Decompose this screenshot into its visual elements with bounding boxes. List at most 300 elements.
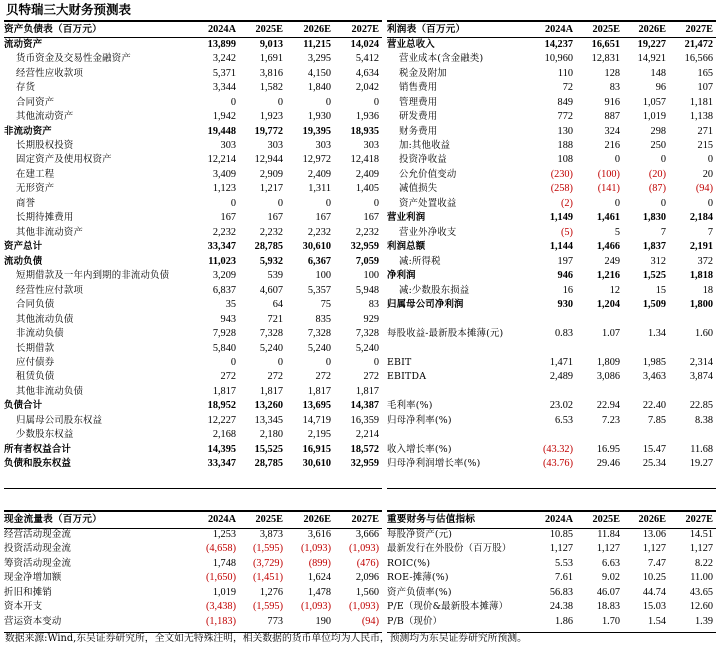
cashflow-row-value: (1,595) — [252, 601, 283, 613]
balance-row-value: 32,959 — [350, 241, 379, 253]
cashflow-header: 现金流量表（百万元） — [4, 514, 102, 526]
cashflow-row-value: (3,438) — [205, 601, 236, 613]
balance-row-value: 272 — [220, 371, 236, 383]
balance-row-value: 303 — [363, 139, 379, 151]
income-row-value: 1.34 — [647, 328, 666, 340]
cashflow-row — [4, 571, 382, 585]
income-row-value — [669, 312, 716, 326]
balance-row-value: 16,359 — [350, 414, 379, 426]
year-header: 2024A — [207, 514, 236, 526]
balance-row-value: 2,409 — [307, 168, 331, 180]
income-row-value: 1.60 — [694, 328, 713, 340]
balance-row-value: 167 — [315, 212, 331, 224]
income-row — [387, 255, 716, 269]
income-row-label: 营业总收入 — [387, 38, 435, 50]
balance-row-label: 短期借款及一年内到期的非流动负债 — [16, 270, 170, 282]
cashflow-row-value: (899) — [308, 557, 331, 569]
income-row-value — [623, 428, 669, 442]
valuation-row-value: 14.51 — [689, 528, 713, 540]
income-row-label — [387, 341, 530, 355]
valuation-row-value: 9.02 — [601, 572, 620, 584]
valuation-row-value: 24.38 — [549, 601, 573, 613]
income-row-value: 19.27 — [689, 458, 713, 470]
balance-row — [4, 240, 382, 254]
balance-row-value: 2,409 — [355, 168, 379, 180]
income-row-value: 1,471 — [549, 357, 573, 369]
balance-row-value: 3,209 — [212, 270, 236, 282]
cashflow-row-value: (94) — [361, 615, 379, 627]
income-row-value — [623, 385, 669, 399]
balance-row-value: 2,232 — [259, 226, 283, 238]
income-row-value: (20) — [648, 168, 666, 180]
income-row-value: 21,472 — [684, 38, 713, 50]
balance-row-value: 5,240 — [307, 342, 331, 354]
balance-row-label: 其他非流动资产 — [16, 226, 84, 238]
income-row-value: (5) — [560, 226, 573, 238]
income-row-value: 1,509 — [642, 299, 666, 311]
cashflow-row-value: (1,183) — [205, 615, 236, 627]
balance-row-value: 0 — [325, 197, 331, 209]
balance-row — [4, 95, 382, 109]
income-row-label: 营业外净收支 — [399, 226, 457, 238]
income-row-value: 6.53 — [554, 414, 573, 426]
income-row-value: 312 — [650, 255, 666, 267]
cashflow-row-label: 折旧和摊销 — [4, 586, 52, 598]
cashflow-row-value: (3,729) — [252, 557, 283, 569]
income-row-label: 减:所得税 — [399, 255, 441, 267]
balance-row-value: 30,610 — [302, 458, 331, 470]
income-row — [387, 414, 716, 428]
valuation-row-value: 18.83 — [596, 601, 620, 613]
balance-row-value: 2,214 — [355, 429, 379, 441]
balance-row-value: 2,042 — [355, 82, 379, 94]
balance-row-label: 商誉 — [16, 197, 36, 209]
income-row-label: 净利润 — [387, 270, 416, 282]
income-row-value: 25.34 — [642, 458, 666, 470]
income-row-value: 1.07 — [601, 328, 620, 340]
income-row — [387, 81, 716, 95]
balance-row-label: 其他流动负债 — [16, 313, 74, 325]
income-row-label: 归母净利率(%) — [387, 414, 452, 426]
income-row-value: 72 — [562, 82, 573, 94]
valuation-row — [387, 556, 716, 570]
income-row-value — [623, 312, 669, 326]
income-row-label — [387, 428, 530, 442]
balance-row-value: 0 — [277, 197, 283, 209]
income-row-label — [387, 385, 530, 399]
balance-row-label: 租赁负债 — [16, 371, 55, 383]
valuation-row-value: 7.47 — [647, 557, 666, 569]
balance-row-value: 18,952 — [207, 400, 236, 412]
balance-row-label: 负债和股东权益 — [4, 458, 72, 470]
balance-row — [4, 139, 382, 153]
income-row-value: 29.46 — [596, 458, 620, 470]
income-row-value: 0 — [660, 154, 666, 166]
income-row-value: 772 — [557, 111, 573, 123]
valuation-row-value: 11.84 — [597, 528, 620, 540]
income-row-value: 5 — [614, 226, 620, 238]
income-row-value: (230) — [550, 168, 573, 180]
valuation-row — [387, 542, 716, 556]
income-row-value: 165 — [697, 67, 713, 79]
income-row — [387, 356, 716, 370]
income-row-value: 1,057 — [642, 96, 666, 108]
income-row-value: 8.38 — [694, 414, 713, 426]
balance-row — [4, 443, 382, 457]
income-row-value: 7 — [707, 226, 713, 238]
income-row-value: 7.85 — [647, 414, 666, 426]
income-row-label: EBITDA — [387, 371, 427, 383]
cashflow-row-value: (1,595) — [252, 543, 283, 555]
balance-row-label: 长期待摊费用 — [16, 212, 74, 224]
year-header: 2024A — [544, 514, 573, 526]
cashflow-row — [4, 600, 382, 614]
balance-row-value: 33,347 — [207, 458, 236, 470]
income-row — [387, 443, 716, 457]
balance-row — [4, 327, 382, 341]
income-row-value: 1,800 — [689, 299, 713, 311]
balance-row-value: 14,387 — [350, 400, 379, 412]
balance-row-value: 7,328 — [259, 328, 283, 340]
valuation-row-value: 43.65 — [689, 586, 713, 598]
balance-row-label: 其他流动资产 — [16, 111, 74, 123]
income-row-value: 1,809 — [596, 357, 620, 369]
income-row — [387, 139, 716, 153]
balance-row — [4, 269, 382, 283]
income-row-value: 10,960 — [544, 53, 573, 65]
balance-row-value: 2,232 — [307, 226, 331, 238]
balance-row — [4, 110, 382, 124]
income-row — [387, 182, 716, 196]
year-header: 2024A — [207, 24, 236, 36]
valuation-row-label: ROE-摊薄(%) — [387, 572, 449, 584]
balance-row-value: 19,448 — [207, 125, 236, 137]
balance-row-value: 272 — [267, 371, 283, 383]
valuation-row-value: 1,127 — [596, 543, 620, 555]
balance-row-value: 539 — [267, 270, 283, 282]
cashflow-row — [4, 542, 382, 556]
balance-row-label: 长期股权投资 — [16, 139, 74, 151]
valuation-row-value: 1.39 — [694, 615, 713, 627]
balance-row-label: 无形资产 — [16, 183, 55, 195]
balance-row-value: 75 — [320, 299, 331, 311]
cashflow-row-label: 营运资本变动 — [4, 615, 62, 627]
income-row-value: 128 — [604, 67, 620, 79]
balance-row-value: 15,525 — [254, 443, 283, 455]
balance-row-value: 5,412 — [355, 53, 379, 65]
cashflow-row-value: (1,451) — [252, 572, 283, 584]
income-row-value: 1,144 — [549, 241, 573, 253]
cashflow-row-value: (1,093) — [300, 601, 331, 613]
balance-row — [4, 414, 382, 428]
income-row — [387, 37, 716, 51]
income-row-value: 1,138 — [689, 111, 713, 123]
balance-row-value: 1,923 — [259, 111, 283, 123]
income-row-value: 916 — [604, 96, 620, 108]
balance-row-label: 非流动负债 — [16, 328, 64, 340]
source-footnote: 数据来源:Wind,东吴证券研究所，全文如无特殊注明，相关数据的货币单位均为人民币，预测均为东吴证券研究所预测。 — [5, 633, 527, 644]
income-row-value: 372 — [697, 255, 713, 267]
year-header: 2025E — [592, 514, 620, 526]
balance-row-value: 3,816 — [259, 67, 283, 79]
balance-row — [4, 168, 382, 182]
income-row-value: 22.94 — [596, 400, 620, 412]
income-row-value — [669, 428, 716, 442]
income-row — [387, 66, 716, 80]
balance-row-value: 3,295 — [307, 53, 331, 65]
income-row-value: 930 — [557, 299, 573, 311]
income-row-label: 毛利率(%) — [387, 400, 433, 412]
section-rule-right — [387, 488, 716, 489]
cashflow-row — [4, 585, 382, 599]
year-header: 2026E — [303, 24, 331, 36]
income-row-value — [623, 341, 669, 355]
valuation-row-label: 资产负债率(%) — [387, 586, 452, 598]
income-row-value: (2) — [560, 197, 573, 209]
income-row-value: 188 — [557, 139, 573, 151]
cashflow-row-value: 1,253 — [212, 528, 236, 540]
income-row-value: 14,921 — [637, 53, 666, 65]
income-row-value: 1,818 — [689, 270, 713, 282]
balance-row-value: 5,932 — [259, 255, 283, 267]
balance-row-value: 1,942 — [212, 111, 236, 123]
balance-sheet-table — [4, 23, 382, 472]
balance-row — [4, 211, 382, 225]
valuation-row-value: 5.53 — [554, 557, 573, 569]
income-row-label: 销售费用 — [399, 82, 438, 94]
cashflow-row-label: 经营活动现金流 — [4, 528, 72, 540]
cashflow-row-label: 现金净增加额 — [4, 572, 62, 584]
income-row-value: 18 — [702, 284, 713, 296]
cashflow-row-value: 3,616 — [307, 528, 331, 540]
income-row-label: 管理费用 — [399, 96, 438, 108]
cashflow-row-value: 1,748 — [212, 557, 236, 569]
income-row-value: 107 — [697, 82, 713, 94]
balance-row-label: 少数股东权益 — [16, 429, 74, 441]
balance-row — [4, 385, 382, 399]
balance-row-value: 28,785 — [254, 458, 283, 470]
balance-row-value: 2,180 — [259, 429, 283, 441]
income-row-value: 11.68 — [690, 443, 713, 455]
balance-row-value: 7,328 — [355, 328, 379, 340]
income-row-label: 投资净收益 — [399, 154, 447, 166]
valuation-row-value: 1,127 — [689, 543, 713, 555]
balance-row-value: 28,785 — [254, 241, 283, 253]
income-row-label: 减值损失 — [399, 183, 438, 195]
balance-row-value: 929 — [363, 313, 379, 325]
balance-row-value: 3,409 — [212, 168, 236, 180]
balance-row-value: 19,395 — [302, 125, 331, 137]
balance-row-label: 合同负债 — [16, 299, 55, 311]
income-row-value — [576, 312, 623, 326]
balance-row-value: 0 — [230, 197, 236, 209]
balance-row — [4, 298, 382, 312]
income-row-value: 16,651 — [591, 38, 620, 50]
cashflow-table — [4, 513, 382, 629]
cashflow-row-value: 1,560 — [355, 586, 379, 598]
income-row — [387, 226, 716, 240]
balance-row-value: 167 — [267, 212, 283, 224]
balance-row-value: 0 — [373, 197, 379, 209]
year-header: 2025E — [255, 24, 283, 36]
year-header: 2027E — [685, 24, 713, 36]
income-row-value: (43.32) — [542, 443, 573, 455]
balance-row-value: 0 — [230, 357, 236, 369]
balance-row-value: 1,123 — [212, 183, 236, 195]
balance-row-value: 9,013 — [259, 38, 283, 50]
valuation-row-value: 1,127 — [549, 543, 573, 555]
year-header: 2026E — [638, 24, 666, 36]
valuation-row-value: 7.61 — [554, 572, 573, 584]
balance-row-value: 18,572 — [350, 443, 379, 455]
balance-row-value: 0 — [325, 357, 331, 369]
valuation-row-value: 11.00 — [690, 572, 713, 584]
income-row-value: 849 — [557, 96, 573, 108]
income-row-label: 营业利润 — [387, 212, 426, 224]
balance-row-value: 18,935 — [350, 125, 379, 137]
cashflow-row-value: 2,096 — [355, 572, 379, 584]
income-row-label: 加:其他收益 — [399, 139, 451, 151]
cashflow-row-value: 3,666 — [355, 528, 379, 540]
balance-row-value: 835 — [315, 313, 331, 325]
cashflow-row-label: 投资活动现金流 — [4, 543, 72, 555]
balance-row-value: 32,959 — [350, 458, 379, 470]
income-row — [387, 269, 716, 283]
year-header: 2025E — [255, 514, 283, 526]
income-row-value: 0 — [707, 197, 713, 209]
valuation-row — [387, 527, 716, 541]
valuation-table — [387, 513, 716, 629]
balance-row-value: 5,948 — [355, 284, 379, 296]
balance-row-value: 13,899 — [207, 38, 236, 50]
income-row-value — [576, 428, 623, 442]
balance-row-value: 2,168 — [212, 429, 236, 441]
income-row-value — [530, 312, 576, 326]
income-row-value: 16,566 — [684, 53, 713, 65]
income-row-label: 收入增长率(%) — [387, 443, 452, 455]
balance-row-label: 在建工程 — [16, 168, 55, 180]
income-row-value: 1,149 — [549, 212, 573, 224]
balance-row-value: 12,944 — [254, 154, 283, 166]
valuation-row-value: 46.07 — [596, 586, 620, 598]
income-row-value: 1,181 — [689, 96, 713, 108]
income-row-value: 1,830 — [642, 212, 666, 224]
balance-row — [4, 370, 382, 384]
balance-row-label: 存货 — [16, 82, 36, 94]
balance-row-value: 1,936 — [355, 111, 379, 123]
cashflow-row-value: 190 — [315, 615, 331, 627]
balance-row-value: 1,311 — [308, 183, 331, 195]
income-row-value: 250 — [650, 139, 666, 151]
income-row-value: 216 — [604, 139, 620, 151]
top-rule-right — [387, 20, 716, 22]
cashflow-row-value: (1,093) — [348, 601, 379, 613]
valuation-row-label: P/B（现价） — [387, 615, 443, 627]
income-row-label — [387, 312, 530, 326]
valuation-row-value: 6.63 — [601, 557, 620, 569]
balance-row-label: 流动负债 — [4, 255, 43, 267]
balance-row-value: 1,405 — [355, 183, 379, 195]
valuation-row-value: 15.03 — [642, 601, 666, 613]
balance-row-value: 30,610 — [302, 241, 331, 253]
valuation-row-label: 每股净资产(元) — [387, 528, 453, 540]
cashflow-row-label: 资本开支 — [4, 601, 43, 613]
income-row-value: 0 — [614, 197, 620, 209]
balance-row — [4, 124, 382, 138]
balance-row-label: 经营性应付款项 — [16, 284, 84, 296]
income-row-value: 0.83 — [554, 328, 573, 340]
balance-row — [4, 37, 382, 51]
balance-row — [4, 341, 382, 355]
balance-row-label: 应付债券 — [16, 357, 55, 369]
income-row — [387, 385, 716, 399]
year-header: 2027E — [351, 24, 379, 36]
income-row — [387, 298, 716, 312]
income-row-value: 16.95 — [596, 443, 620, 455]
valuation-row — [387, 571, 716, 585]
balance-row-value: 1,582 — [259, 82, 283, 94]
balance-row-value: 13,695 — [302, 400, 331, 412]
valuation-row-label: ROIC(%) — [387, 557, 431, 569]
balance-row-label: 所有者权益合计 — [4, 443, 72, 455]
mid-rule-left — [4, 510, 382, 512]
balance-row-value: 943 — [220, 313, 236, 325]
balance-row-value: 0 — [277, 357, 283, 369]
income-row — [387, 153, 716, 167]
balance-row-value: 5,840 — [212, 342, 236, 354]
balance-row-value: 303 — [315, 139, 331, 151]
balance-row-value: 14,719 — [302, 414, 331, 426]
income-row-label: 资产处置收益 — [399, 197, 457, 209]
income-row-value: 887 — [604, 111, 620, 123]
income-row — [387, 95, 716, 109]
balance-row-value: 1,930 — [307, 111, 331, 123]
income-header-row — [387, 23, 716, 37]
mid-rule-right — [387, 510, 716, 512]
balance-row-value: 11,023 — [208, 255, 236, 267]
cashflow-row-value: (1,650) — [205, 572, 236, 584]
valuation-row-value: 10.25 — [642, 572, 666, 584]
income-row-value: 2,314 — [689, 357, 713, 369]
income-row-label: 营业成本(含金融类) — [399, 53, 484, 65]
cashflow-row-value: 1,276 — [259, 586, 283, 598]
income-row-value: 3,463 — [642, 371, 666, 383]
income-row-label: 减:少数股东损益 — [399, 284, 470, 296]
balance-row-value: 6,367 — [307, 255, 331, 267]
income-row-value: 3,086 — [596, 371, 620, 383]
balance-row-value: 6,837 — [212, 284, 236, 296]
income-row-value: 7 — [660, 226, 666, 238]
balance-row-value: 0 — [325, 96, 331, 108]
income-header: 利润表（百万元） — [387, 24, 466, 36]
balance-row-value: 0 — [277, 96, 283, 108]
balance-row-value: 4,607 — [259, 284, 283, 296]
valuation-row-label: P/E（现价&最新股本摊薄） — [387, 601, 509, 613]
balance-row-value: 721 — [267, 313, 283, 325]
income-row-value — [576, 385, 623, 399]
valuation-row — [387, 614, 716, 628]
income-row-value: 83 — [609, 82, 620, 94]
income-row — [387, 240, 716, 254]
year-header: 2027E — [351, 514, 379, 526]
balance-row-value: 7,059 — [355, 255, 379, 267]
income-row-value — [669, 385, 716, 399]
balance-row-value: 83 — [368, 299, 379, 311]
balance-row — [4, 153, 382, 167]
income-row — [387, 283, 716, 297]
income-row-value — [530, 428, 576, 442]
income-row-value — [576, 341, 623, 355]
